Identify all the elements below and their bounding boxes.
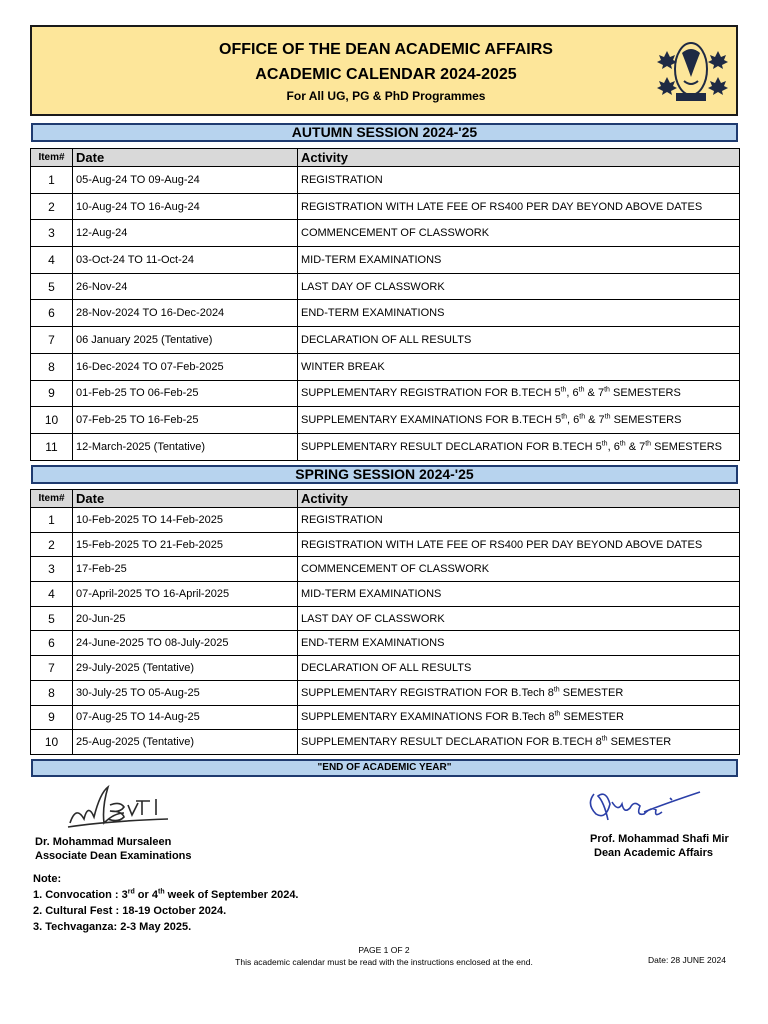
activity-cell: COMMENCEMENT OF CLASSWORK bbox=[298, 557, 740, 582]
autumn-session-title: AUTUMN SESSION 2024-'25 bbox=[31, 123, 738, 142]
date-cell: 20-Jun-25 bbox=[73, 606, 298, 631]
activity-column-header: Activity bbox=[298, 149, 740, 167]
table-row bbox=[31, 273, 740, 300]
table-row bbox=[31, 220, 740, 247]
date-cell: 16-Dec-2024 TO 07-Feb-2025 bbox=[73, 353, 298, 380]
activity-cell: SUPPLEMENTARY RESULT DECLARATION FOR B.TECH 5th, 6th & 7th SEMESTERS bbox=[298, 433, 740, 460]
programmes-subtitle: For All UG, PG & PhD Programmes bbox=[286, 89, 486, 103]
item-cell: 8 bbox=[31, 680, 73, 705]
item-cell: 3 bbox=[31, 557, 73, 582]
date-cell: 12-Aug-24 bbox=[73, 220, 298, 247]
activity-cell: LAST DAY OF CLASSWORK bbox=[298, 273, 740, 300]
date-cell: 07-Feb-25 TO 16-Feb-25 bbox=[73, 407, 298, 434]
spring-calendar-table bbox=[30, 489, 740, 755]
associate-dean-block bbox=[35, 835, 192, 863]
date-cell: 01-Feb-25 TO 06-Feb-25 bbox=[73, 380, 298, 407]
activity-cell: COMMENCEMENT OF CLASSWORK bbox=[298, 220, 740, 247]
table-row bbox=[31, 656, 740, 681]
activity-cell: WINTER BREAK bbox=[298, 353, 740, 380]
item-cell: 6 bbox=[31, 300, 73, 327]
document-date: Date: 28 JUNE 2024 bbox=[648, 955, 726, 965]
activity-cell: DECLARATION OF ALL RESULTS bbox=[298, 327, 740, 354]
table-row bbox=[31, 300, 740, 327]
date-cell: 07-April-2025 TO 16-April-2025 bbox=[73, 582, 298, 607]
item-cell: 7 bbox=[31, 656, 73, 681]
dean-block bbox=[590, 832, 729, 860]
date-cell: 07-Aug-25 TO 14-Aug-25 bbox=[73, 705, 298, 730]
associate-dean-name: Dr. Mohammad Mursaleen bbox=[35, 836, 172, 848]
date-cell: 03-Oct-24 TO 11-Oct-24 bbox=[73, 247, 298, 274]
table-row bbox=[31, 730, 740, 755]
table-row bbox=[31, 433, 740, 460]
table-row bbox=[31, 380, 740, 407]
table-row bbox=[31, 353, 740, 380]
date-cell: 15-Feb-2025 TO 21-Feb-2025 bbox=[73, 532, 298, 557]
item-cell: 10 bbox=[31, 407, 73, 434]
date-cell: 10-Feb-2025 TO 14-Feb-2025 bbox=[73, 508, 298, 533]
instruction-footer: This academic calendar must be read with the instructions enclosed at the end. bbox=[235, 957, 533, 967]
activity-cell: SUPPLEMENTARY REGISTRATION FOR B.Tech 8th SEMESTER bbox=[298, 680, 740, 705]
item-cell: 11 bbox=[31, 433, 73, 460]
item-cell: 9 bbox=[31, 705, 73, 730]
date-column-header: Date bbox=[73, 490, 298, 508]
dean-signature bbox=[584, 784, 704, 832]
table-row bbox=[31, 247, 740, 274]
item-cell: 7 bbox=[31, 327, 73, 354]
item-column-header: Item# bbox=[31, 149, 73, 167]
table-row bbox=[31, 631, 740, 656]
item-cell: 3 bbox=[31, 220, 73, 247]
associate-dean-signature bbox=[62, 783, 172, 835]
date-cell: 29-July-2025 (Tentative) bbox=[73, 656, 298, 681]
date-cell: 17-Feb-25 bbox=[73, 557, 298, 582]
date-cell: 05-Aug-24 TO 09-Aug-24 bbox=[73, 167, 298, 194]
table-row bbox=[31, 606, 740, 631]
date-cell: 24-June-2025 TO 08-July-2025 bbox=[73, 631, 298, 656]
date-cell: 30-July-25 TO 05-Aug-25 bbox=[73, 680, 298, 705]
table-row bbox=[31, 167, 740, 194]
table-header-row bbox=[31, 490, 740, 508]
activity-cell: REGISTRATION bbox=[298, 167, 740, 194]
table-row bbox=[31, 407, 740, 434]
activity-cell: SUPPLEMENTARY EXAMINATIONS FOR B.TECH 5th, 6th & 7th SEMESTERS bbox=[298, 407, 740, 434]
table-row bbox=[31, 327, 740, 354]
table-header-row bbox=[31, 149, 740, 167]
item-cell: 9 bbox=[31, 380, 73, 407]
item-cell: 4 bbox=[31, 582, 73, 607]
autumn-calendar-table bbox=[30, 148, 740, 461]
date-cell: 26-Nov-24 bbox=[73, 273, 298, 300]
associate-dean-title: Associate Dean Examinations bbox=[35, 850, 192, 862]
item-cell: 8 bbox=[31, 353, 73, 380]
dean-title: Dean Academic Affairs bbox=[594, 847, 714, 859]
note-item: 3. Techvaganza: 2-3 May 2025. bbox=[33, 921, 192, 933]
item-cell: 2 bbox=[31, 532, 73, 557]
date-cell: 28-Nov-2024 TO 16-Dec-2024 bbox=[73, 300, 298, 327]
note-item: 2. Cultural Fest : 18-19 October 2024. bbox=[33, 905, 227, 917]
activity-cell: SUPPLEMENTARY REGISTRATION FOR B.TECH 5th, 6th & 7th SEMESTERS bbox=[298, 380, 740, 407]
document-header bbox=[30, 25, 738, 116]
activity-cell: MID-TERM EXAMINATIONS bbox=[298, 582, 740, 607]
activity-column-header: Activity bbox=[298, 490, 740, 508]
activity-cell: REGISTRATION bbox=[298, 508, 740, 533]
notes-section bbox=[33, 871, 299, 935]
item-cell: 4 bbox=[31, 247, 73, 274]
item-cell: 1 bbox=[31, 167, 73, 194]
date-column-header: Date bbox=[73, 149, 298, 167]
calendar-title: ACADEMIC CALENDAR 2024-2025 bbox=[255, 66, 517, 83]
page-number: PAGE 1 OF 2 bbox=[358, 945, 410, 955]
activity-cell: LAST DAY OF CLASSWORK bbox=[298, 606, 740, 631]
notes-heading: Note: bbox=[33, 873, 62, 885]
item-cell: 2 bbox=[31, 193, 73, 220]
institute-emblem-icon bbox=[654, 33, 728, 109]
date-cell: 12-March-2025 (Tentative) bbox=[73, 433, 298, 460]
item-cell: 10 bbox=[31, 730, 73, 755]
activity-cell: REGISTRATION WITH LATE FEE OF RS400 PER DAY BEYOND ABOVE DATES bbox=[298, 193, 740, 220]
item-cell: 5 bbox=[31, 273, 73, 300]
activity-cell: SUPPLEMENTARY RESULT DECLARATION FOR B.TECH 8th SEMESTER bbox=[298, 730, 740, 755]
table-row bbox=[31, 680, 740, 705]
note-item: 1. Convocation : 3rd or 4th week of September 2024. bbox=[33, 888, 299, 901]
item-cell: 1 bbox=[31, 508, 73, 533]
item-cell: 5 bbox=[31, 606, 73, 631]
activity-cell: END-TERM EXAMINATIONS bbox=[298, 631, 740, 656]
table-row bbox=[31, 582, 740, 607]
activity-cell: MID-TERM EXAMINATIONS bbox=[298, 247, 740, 274]
activity-cell: SUPPLEMENTARY EXAMINATIONS FOR B.Tech 8th SEMESTER bbox=[298, 705, 740, 730]
spring-session-title: SPRING SESSION 2024-'25 bbox=[31, 465, 738, 484]
date-cell: 06 January 2025 (Tentative) bbox=[73, 327, 298, 354]
activity-cell: REGISTRATION WITH LATE FEE OF RS400 PER DAY BEYOND ABOVE DATES bbox=[298, 532, 740, 557]
activity-cell: END-TERM EXAMINATIONS bbox=[298, 300, 740, 327]
item-cell: 6 bbox=[31, 631, 73, 656]
table-row bbox=[31, 193, 740, 220]
end-of-year-banner: "END OF ACADEMIC YEAR" bbox=[31, 759, 738, 777]
date-cell: 25-Aug-2025 (Tentative) bbox=[73, 730, 298, 755]
office-title: OFFICE OF THE DEAN ACADEMIC AFFAIRS bbox=[219, 41, 553, 58]
item-column-header: Item# bbox=[31, 490, 73, 508]
activity-cell: DECLARATION OF ALL RESULTS bbox=[298, 656, 740, 681]
table-row bbox=[31, 508, 740, 533]
date-cell: 10-Aug-24 TO 16-Aug-24 bbox=[73, 193, 298, 220]
table-row bbox=[31, 532, 740, 557]
table-row bbox=[31, 705, 740, 730]
table-row bbox=[31, 557, 740, 582]
dean-name: Prof. Mohammad Shafi Mir bbox=[590, 833, 729, 845]
